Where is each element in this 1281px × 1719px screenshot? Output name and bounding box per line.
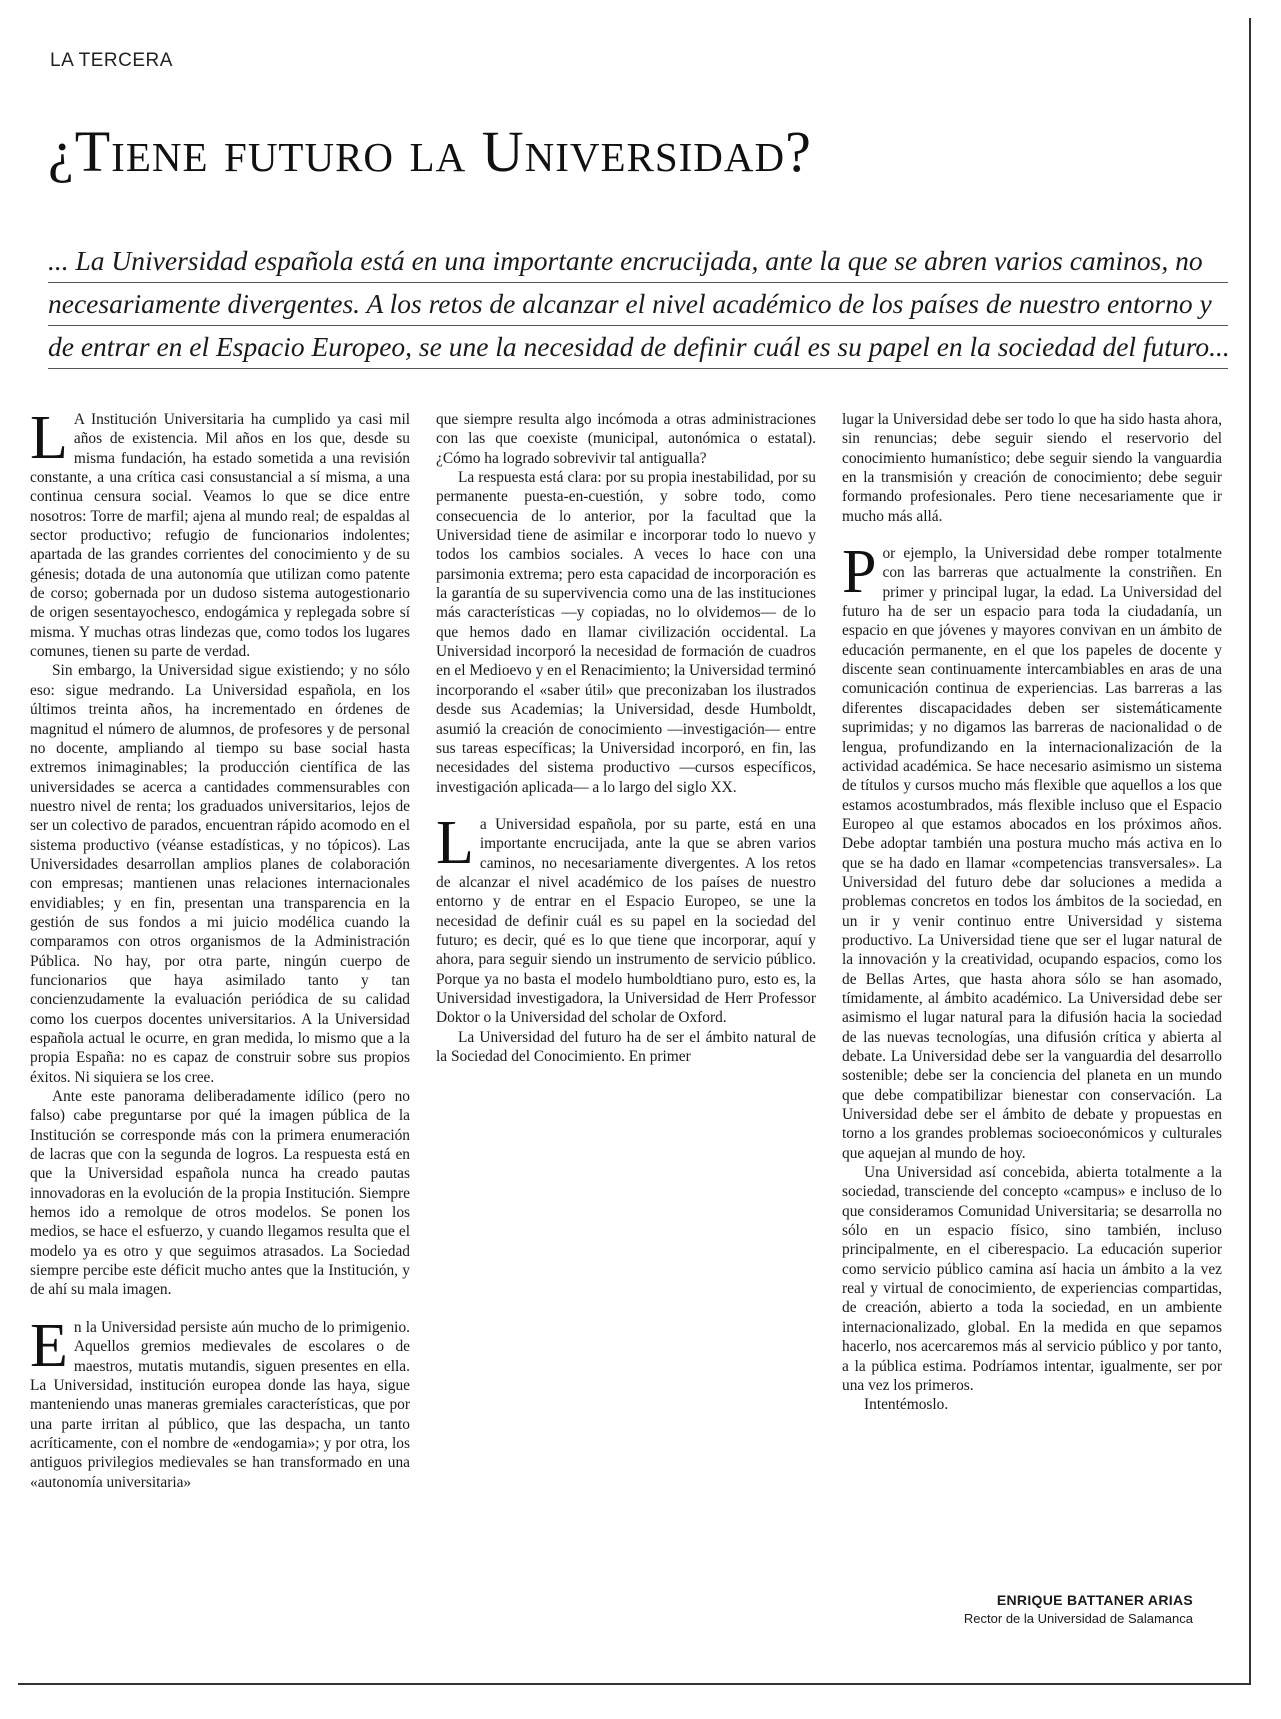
drop-cap: L	[30, 404, 68, 472]
drop-cap: P	[842, 538, 877, 607]
deck-line: ... La Universidad española está en una importante encrucijada, ante la que se abren varios caminos, no	[48, 240, 1228, 283]
author-signature	[964, 1592, 1193, 1626]
paragraph: La Universidad española, por su parte, está en una importante encrucijada, ante la que se abren varios caminos, no necesariamente divergentes. A los retos de alcanzar el nivel académico de los países de nuestro entorno y de entrar en el Espacio Europeo, se une la necesidad de definir cuál es su papel en la sociedad del futuro; es decir, qué es lo que tiene que incorporar, aquí y ahora, para seguir siendo un instrumento de servicio público. Porque ya no basta el modelo humboldtiano puro, esto es, la Universidad investigadora, la Universidad de Herr Professor Doktor o la Universidad del scholar de Oxford.	[436, 808, 816, 1027]
paragraph: lugar la Universidad debe ser todo lo que ha sido hasta ahora, sin renuncias; debe seguir siendo el reservorio del conocimiento humanístico; debe seguir siendo la vanguardia en la transmisión y creación de conocimiento; debe seguir formando profesionales. Pero tiene necesariamente que ir mucho más allá.	[842, 411, 1222, 525]
drop-cap: E	[30, 1311, 68, 1380]
author-name: ENRIQUE BATTANER ARIAS	[996, 1592, 1193, 1608]
paragraph: Por ejemplo, la Universidad debe romper totalmente con las barreras que actualmente la constriñen. En primer y principal lugar, la edad. La Universidad del futuro ha de ser un espacio para toda la ciudadanía, un espacio en que jóvenes y mayores convivan en un ámbito de educación permanente, en el que los papeles de docente y discente sean continuamente intercambiables en aras de una comunicación continua de experiencias. Las barreras a las diferentes discapacidades deben ser sistemáticamente suprimidas; y no digamos las barreras de nacionalidad o de lengua, profundizando en la internacionalización de la actividad académica. Se hace necesario asimismo un sistema de títulos y cursos mucho más flexible que aquellos a los que estamos acostumbrados, más flexible incluso que el Espacio Europeo al que estamos abocados en los próximos años. Debe adoptar también una postura mucho más activa en lo que se ha dado en llamar «competencias transversales». La Universidad del futuro debe dar soluciones a medida a problemas concretos en todos los ámbitos de la sociedad, en un ir y venir continuo entre Universidad y sistema productivo. La Universidad tiene que ser el lugar natural de la innovación y la creatividad, ocupando espacios, como los de Bellas Artes, que hasta ahora sólo se han asomado, tímidamente, al ámbito académico. La Universidad debe ser asimismo el lugar natural para la difusión hacia la sociedad de las nuevas tecnologías, una difusión crítica y abierta al debate. La Universidad debe ser la vanguardia del desarrollo sostenible; debe ser la conciencia del planeta en un mundo que debe compatibilizar bienestar con conservación. La Universidad debe ser el ámbito de debate y propuestas en torno a los grandes problemas socioeconómicos y culturales que aquejan al mundo de hoy.	[842, 538, 1222, 1162]
paragraph: Intentémoslo.	[864, 1396, 949, 1414]
paragraph: En la Universidad persiste aún mucho de lo primigenio. Aquellos gremios medievales de escolares o de maestros, mutatis mutandis, siguen presentes en ella. La Universidad, institución europea donde las haya, sigue manteniendo unas maneras gremiales características, que por una parte irritan al público, que las despacha, un tanto acríticamente, con el nombre de «endogamia»; y por otra, los antiguos privilegios medievales se han transformado en una «autonomía universitaria»	[30, 1311, 410, 1491]
column-2	[436, 410, 816, 1620]
paragraph: Una Universidad así concebida, abierta totalmente a la sociedad, transciende del concepto «campus» e incluso de lo que consideramos Comunidad Universitaria; se desarrolla no sólo en un espacio físico, sino también, incluso principalmente, en el ciberespacio. La educación superior como servicio público camina así hacia un ámbito a la vez real y virtual de conocimiento, de experiencias compartidas, de creación, abierto a toda la sociedad, en un ambiente internacionalizado, global. En la medida en que sepamos hacerlo, nos acercaremos más al servicio público y por tanto, a la pública estima. Podríamos intentar, igualmente, ser por una vez los primeros.	[842, 1164, 1222, 1394]
paragraph: Ante este panorama deliberadamente idílico (pero no falso) cabe preguntarse por qué la imagen pública de la Institución se corresponde más con la primera enumeración de lacras que con la segunda de logros. La respuesta está en que la Universidad española nunca ha creado pautas innovadoras en la evolución de la propia Institución. Siempre hemos ido a remolque de otros modelos. Se ponen los medios, se hace el esfuerzo, y cuando llegamos resulta que el modelo ya es otro y que seguimos atrasados. La Sociedad siempre percibe este déficit mucho antes que la Institución, y de ahí su mala imagen.	[30, 1088, 410, 1299]
paragraph: L A Institución Universitaria ha cumplido ya casi mil años de existencia. Mil años en los que, desde su misma fundación, ha estado sometida a una revisión constante, a una crítica casi consustancial a sí misma, a una continua censura social. Veamos lo que se dice entre nosotros: Torre de marfil; ajena al mundo real; de espaldas al sector productivo; refugio de funcionarios indolentes; apartada de las grandes corrientes del conocimiento y de su génesis; dotada de una autonomía que utilizan como patente de corso; gobernada por un dudoso sistema autogestionario de origen sesentayochesco, endogámica y replegada sobre sí misma. Y muchas otras lindezas que, como todos los lugares comunes, tienen su parte de verdad.	[30, 404, 410, 661]
section-label: LA TERCERA	[50, 50, 173, 71]
deck-line: necesariamente divergentes. A los retos de alcanzar el nivel académico de los países de nuestro entorno y	[48, 283, 1228, 326]
deck	[48, 240, 1228, 369]
paragraph: que siempre resulta algo incómoda a otras administraciones con las que coexiste (municipal, autonómica o estatal). ¿Cómo ha logrado sobrevivir tal antigualla?	[436, 411, 816, 467]
paragraph: La Universidad del futuro ha de ser el ámbito natural de la Sociedad del Conocimiento. En primer	[436, 1028, 816, 1065]
drop-cap: L	[436, 808, 474, 877]
article-body	[30, 404, 1224, 1620]
column-1	[30, 404, 410, 1620]
author-role: Rector de la Universidad de Salamanca	[963, 1611, 1193, 1626]
column-3	[842, 410, 1222, 1620]
paragraph: Sin embargo, la Universidad sigue existiendo; y no sólo eso: sigue medrando. La Universidad española, en los últimos treinta años, ha incrementado en órdenes de magnitud el número de alumnos, de profesores y de personal no docente, ampliando al tiempo su base social hasta extremos inimaginables; la producción científica de las universidades se acerca a cantidades commensurables con nuestro nivel de renta; los graduados universitarios, lejos de ser un colectivo de parados, encuentran rápido acomodo en el sistema productivo (véanse estadísticas, y no tópicos). Las Universidades desarrollan amplios planes de colaboración con empresas; mantienen unas relaciones internacionales envidiables; y en fin, presentan una transparencia en la gestión de sus fondos a mi juicio modélica cuando la comparamos con otros organismos de la Administración Pública. No hay, por otra parte, ningún cuerpo de funcionarios que haya asimilado tanto y tan concienzudamente la evaluación periódica de su calidad como los cuerpos docentes universitarios. A la Universidad española actual le ocurre, en gran medida, lo mismo que a la propia España: no es capaz de construir sobre sus propios éxitos. Ni siquiera se los cree.	[30, 662, 410, 1086]
paragraph: La respuesta está clara: por su propia inestabilidad, por su permanente puesta-en-cuestión, y sobre todo, como consecuencia de lo anterior, por la facultad que la Universidad tiene de asimilar e incorporar todo lo nuevo y todos los cambios sociales. A veces lo hace con una parsimonia extrema; pero esta capacidad de incorporación es la garantía de su supervivencia como una de las instituciones más características —y copiadas, no lo olvidemos— de lo que hemos dado en llamar civilización occidental. La Universidad incorporó la necesidad de formación de cuadros en el Medioevo y en el Renacimiento; la Universidad terminó incorporando el «saber útil» que preconizaban los ilustrados desde sus Academias; la Universidad, desde Humboldt, asumió la creación de conocimiento —investigación— entre sus tareas específicas; la Universidad incorporó, en fin, las necesidades del sistema productivo —cursos específicos, investigación aplicada— a lo largo del siglo XX.	[436, 469, 816, 796]
deck-line: de entrar en el Espacio Europeo, se une la necesidad de definir cuál es su papel en la sociedad del futuro...	[48, 326, 1228, 369]
headline: ¿Tiene futuro la Universidad?	[48, 119, 812, 184]
